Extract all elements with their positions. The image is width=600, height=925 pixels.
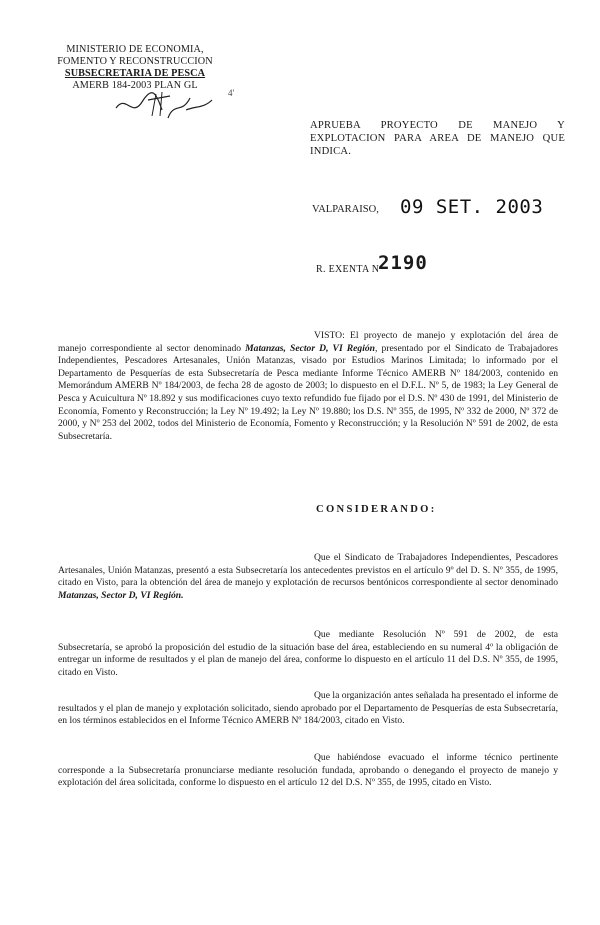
considerando-2-text: Que mediante Resolución Nº 591 de 2002, de esta Subsecretaría, se aprobó la proposición del estudio de la situación base del área, estableciendo en su numeral 4º la obligación de entregar un informe de resultados y el plan de manejo del área, conforme lo dispuesto en el artículo 11 del D.S. Nº 355, de 1995, citado en Visto. [58, 629, 558, 678]
visto-lead: VISTO: El proyecto de manejo y explotación del área de manejo correspondiente al sector denominado [58, 330, 558, 354]
letterhead-ministry: MINISTERIO DE ECONOMIA, [66, 44, 204, 55]
resolution-label: R. EXENTA Nº [316, 264, 383, 275]
considerando-paragraph-4 [58, 752, 558, 790]
document-subject: APRUEBA PROYECTO DE MANEJO Y EXPLOTACION PARA AREA DE MANEJO QUE INDICA. [310, 120, 565, 157]
considerando-heading: CONSIDERANDO: [316, 504, 437, 515]
considerando-paragraph-1 [58, 552, 558, 602]
place-label: VALPARAISO, [312, 204, 379, 215]
date-stamp: 09 SET. 2003 [400, 196, 544, 218]
considerando-1-text: Que el Sindicato de Trabajadores Independientes, Pescadores Artesanales, Unión Matanzas, presentó a esta Subsecretaría los antecedentes previstos en el artículo 9º del D. S. Nº 355, de 1995, citado en Visto, para la obtención del área de manejo y explotación de recursos bentónicos correspondiente al sector denominado [58, 552, 558, 589]
considerando-1-sector: Matanzas, Sector D, VI Región. [58, 589, 184, 601]
page-mark: 4' [228, 88, 235, 98]
considerando-paragraph-3 [58, 690, 558, 728]
place-date [312, 196, 572, 220]
visto-rest: , presentado por el Sindicato de Trabajadores Independientes, Pescadores Artesanales, Unión Matanzas, visado por Estudios Marinos Limitada; lo informado por el Departamento de Pesquerías de esta Subsecretaría de Pesca mediante Informe Técnico AMERB Nº 184/2003, contenido en Memorándum AMERB Nº 184/2003, de fecha 28 de agosto de 2003; lo dispuesto en el D.F.L. Nº 5, de 1983; la Ley General de Pesca y Acuicultura Nº 18.892 y sus modificaciones cuyo texto refundido fue fijado por el D.S. Nº 430 de 1991, del Ministerio de Economía, Fomento y Reconstrucción; la Ley Nº 19.492; la Ley Nº 19.880; los D.S. Nº 355, de 1995, Nº 332 de 2000, Nº 372 de 2000, y Nº 253 del 2002, todos del Ministerio de Economía, Fomento y Reconstrucción; y la Resolución Nº 591 de 2002, de esta Subsecretaría. [58, 342, 558, 442]
resolution-number [316, 250, 516, 278]
letterhead-subsecretaria: SUBSECRETARIA DE PESCA [64, 68, 206, 79]
letterhead-ministry-cont: FOMENTO Y RECONSTRUCCION [57, 56, 213, 67]
resolution-number-stamp: 2190 [378, 252, 428, 274]
letterhead-reference: AMERB 184-2003 PLAN GL [72, 80, 198, 91]
considerando-paragraph-2 [58, 629, 558, 679]
considerando-3-text: Que la organización antes señalada ha presentado el informe de resultados y el plan de manejo y explotación solicitado, siendo aprobado por el Departamento de Pesquerías de esta Subsecretaría, en los términos establecidos en el Informe Técnico AMERB Nº 184/2003, citado en Visto. [58, 690, 558, 727]
considerando-4-text: Que habiéndose evacuado el informe técnico pertinente corresponde a la Subsecretaría pronunciarse mediante resolución fundada, aprobando o denegando el proyecto de manejo y explotación del área solicitada, conforme lo dispuesto en el artículo 12 del D.S. Nº 355, de 1995, citado en Visto. [58, 752, 558, 789]
signature-initials-icon [112, 88, 235, 122]
visto-paragraph [58, 330, 558, 443]
letterhead [50, 44, 220, 92]
visto-sector: Matanzas, Sector D, VI Región [245, 342, 376, 354]
